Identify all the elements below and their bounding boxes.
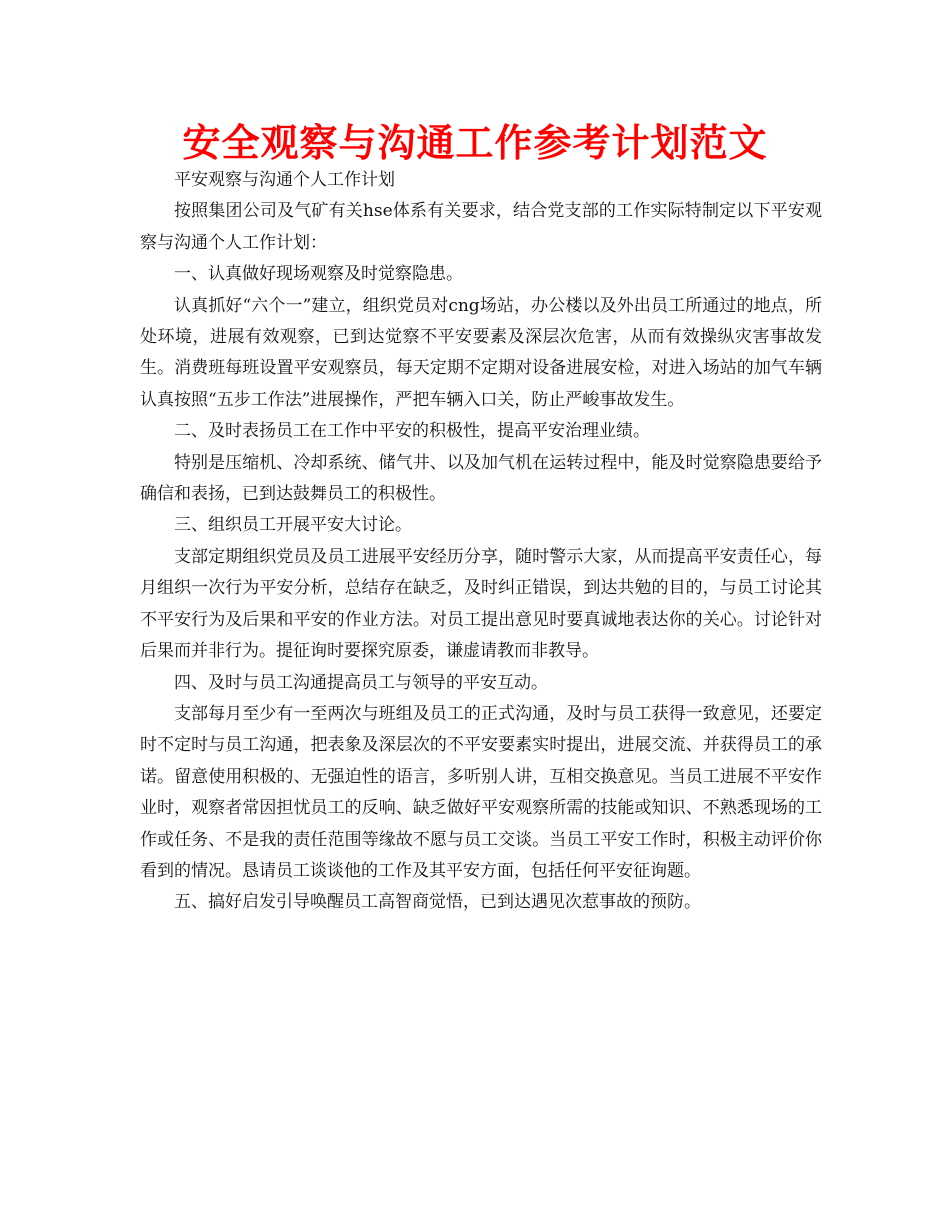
section-heading-4: 四、及时与员工沟通提高员工与领导的平安互动。 (174, 672, 548, 693)
section-heading-1: 一、认真做好现场观察及时觉察隐患。 (174, 264, 463, 285)
subtitle-paragraph: 平安观察与沟通个人工作计划 (174, 170, 395, 190)
section-heading-5: 五、搞好启发引导唤醒员工高智商觉悟，已到达遇见次惹事故的预防。 (174, 892, 701, 913)
section-body-3: 支部定期组织党员及员工进展平安经历分享，随时警示大家，从而提高平安责任心，每月组织一次行为平安分析，总结存在缺乏，及时纠正错误，到达共勉的目的，与员工讨论其不平安行为及后果和平安的作业方法。对员工提出意见时要真诚地表达你的关心。讨论针对后果而并非行为。提征询时要探究原委，谦虚请教而非教导。 (140, 546, 822, 662)
document-body (140, 165, 822, 919)
intro-paragraph: 按照集团公司及气矿有关hse体系有关要求，结合党支部的工作实际特制定以下平安观察与沟通个人工作计划： (140, 201, 822, 253)
section-body-2: 特别是压缩机、冷却系统、储气井、以及加气机在运转过程中，能及时觉察隐患要给予确信和表扬，已到达鼓舞员工的积极性。 (140, 452, 822, 505)
section-heading-3: 三、组织员工开展平安大讨论。 (174, 515, 412, 536)
document-title: 安全观察与沟通工作参考计划范文 (182, 121, 768, 165)
section-body-1: 认真抓好“六个一”建立，组织党员对cng场站，办公楼以及外出员工所通过的地点，所处环境，进展有效观察，已到达觉察不平安要素及深层次危害，从而有效操纵灾害事故发生。消费班每班设置平安观察员，每天定期不定期对设备进展安检，对进入场站的加气车辆认真按照“五步工作法”进展操作，严把车辆入口关，防止严峻事故发生。 (140, 295, 822, 410)
section-heading-2: 二、及时表扬员工在工作中平安的积极性，提高平安治理业绩。 (174, 421, 650, 442)
section-body-4: 支部每月至少有一至两次与班组及员工的正式沟通，及时与员工获得一致意见，还要定时不定时与员工沟通，把表象及深层次的不平安要素实时提出，进展交流、并获得员工的承诺。留意使用积极的、无强迫性的语言，多听别人讲，互相交换意见。当员工进展不平安作业时，观察者常因担忧员工的反响、缺乏做好平安观察所需的技能或知识、不熟悉现场的工作或任务、不是我的责任范围等缘故不愿与员工交谈。当员工平安工作时，积极主动评价你看到的情况。恳请员工谈谈他的工作及其平安方面，包括任何平安征询题。 (140, 703, 822, 881)
